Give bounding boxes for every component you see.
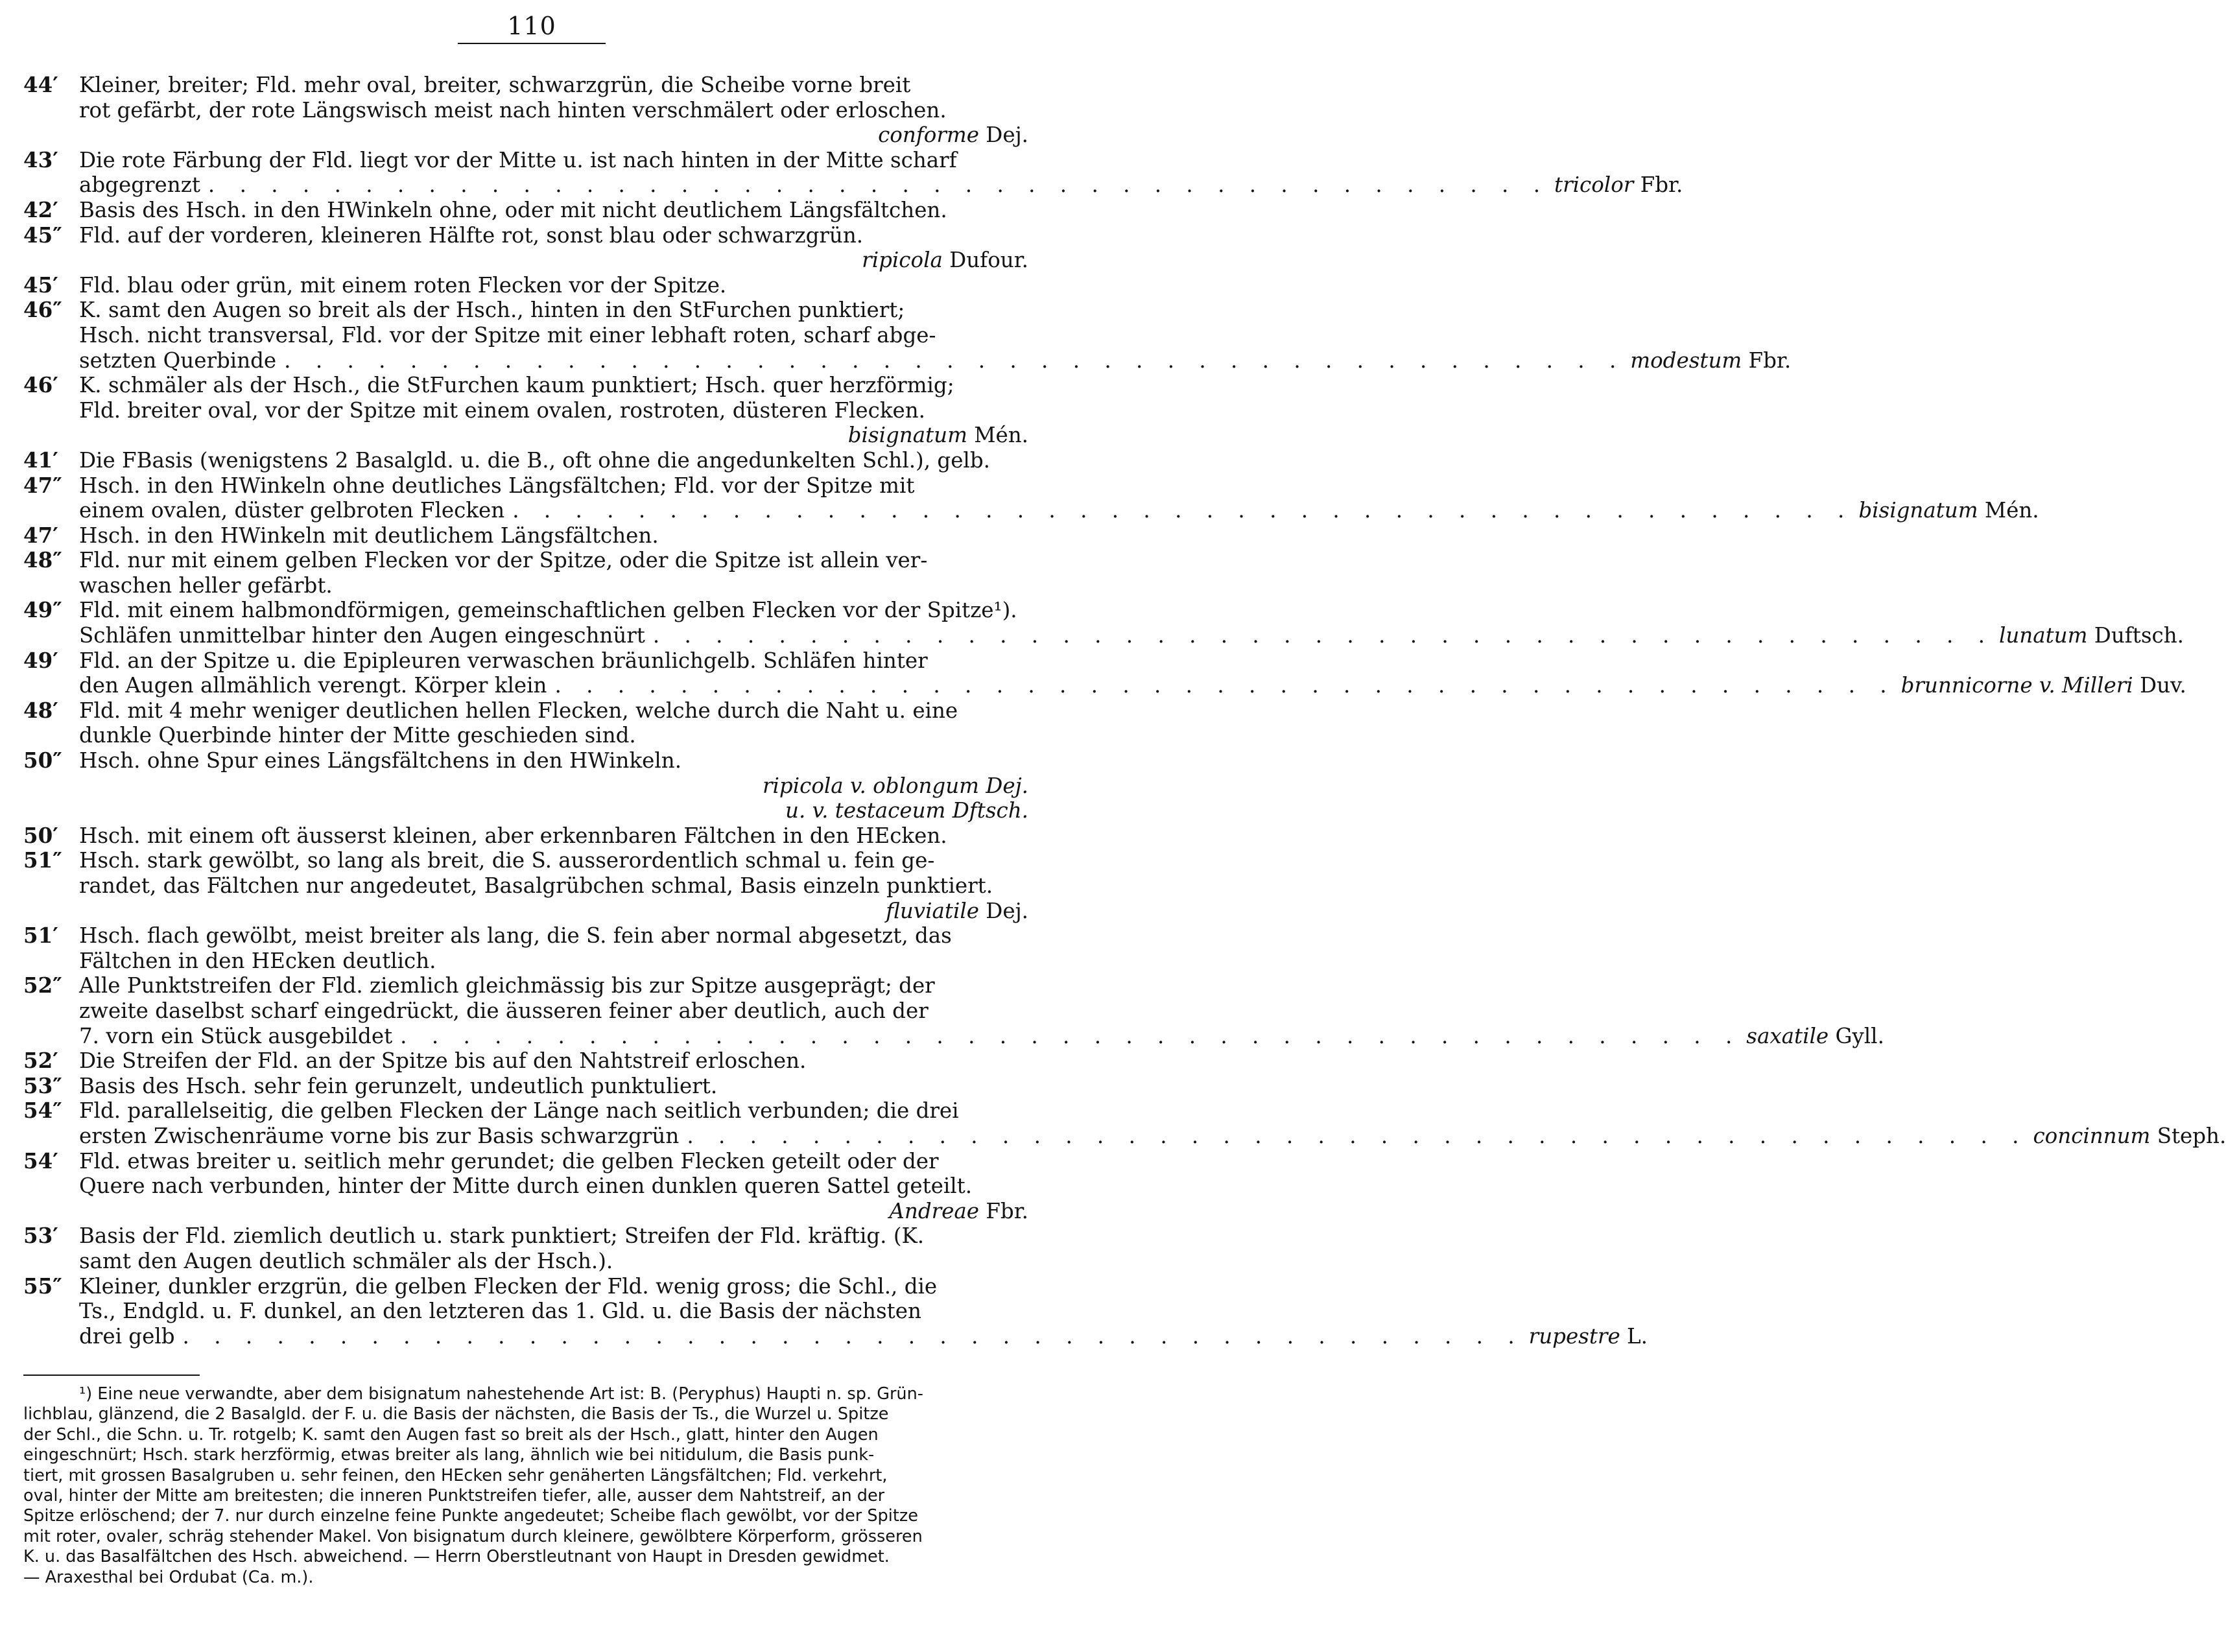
text-line: Schläfen unmittelbar hinter den Augen eingeschnürt <box>79 623 645 648</box>
text-line: Hsch. flach gewölbt, meist breiter als lang, die S. fein aber normal abgesetzt, das <box>79 923 952 949</box>
species-line <box>79 1023 1884 1049</box>
species-name <box>1896 673 2186 698</box>
species-epithet: Andreae <box>889 1198 980 1223</box>
species-epithet: bisignatum <box>1858 498 1978 523</box>
species-author: Mén. <box>967 423 1028 448</box>
key-entry <box>23 597 2184 648</box>
entry-text <box>79 923 1028 973</box>
text-line: Fld. mit 4 mehr weniger deutlichen hellen Flecken, welche durch die Naht u. eine <box>79 698 958 723</box>
species-line <box>79 673 2186 698</box>
entry-text <box>79 973 1884 1048</box>
text-line: Die FBasis (wenigstens 2 Basalgld. u. die B., oft ohne die angedunkelten Schl.), gelb. <box>79 447 990 473</box>
entry-text <box>79 473 2039 523</box>
species-author: Gyll. <box>1829 1023 1884 1048</box>
text-line: Kleiner, dunkler erzgrün, die gelben Flecken der Fld. wenig gross; die Schl., die <box>79 1273 938 1299</box>
couplet-number: 49′ <box>23 647 58 673</box>
species-epithet: concinnum <box>2033 1123 2151 1148</box>
text-line: ersten Zwischenräume vorne bis zur Basis schwarzgrün <box>79 1123 680 1148</box>
species-epithet: brunnicorne v. Milleri <box>1900 673 2133 698</box>
text-line: dunkle Querbinde hinter der Mitte geschieden sind. <box>79 723 636 748</box>
species-epithet: tricolor <box>1554 172 1634 198</box>
species-author: Fbr. <box>1633 172 1683 198</box>
couplet-number: 44′ <box>23 72 58 97</box>
key-entry <box>23 448 1028 473</box>
leader-dots: . . . . . . . . . . . . . . . . . . . . . . . . . . . . . . . . . . . . . . . . . . . <box>652 623 1994 648</box>
couplet-number: 47′ <box>23 522 58 548</box>
species-name <box>1524 1324 1648 1349</box>
text-line: setzten Querbinde <box>79 348 277 373</box>
text-line: den Augen allmählich verengt. Körper klein <box>79 673 547 698</box>
text-line: Fld. nur mit einem gelben Flecken vor der Spitze, oder die Spitze ist allein ver- <box>79 548 928 573</box>
footnote-line: eingeschnürt; Hsch. stark herzförmig, etwas breiter als lang, ähnlich wie bei nitidulum, die Basis punk- <box>23 1445 875 1465</box>
species-name <box>1994 623 2184 648</box>
text-line: Basis des Hsch. in den HWinkeln ohne, oder mit nicht deutlichem Längsfältchen. <box>79 197 947 222</box>
text-line: K. samt den Augen so breit als der Hsch., hinten in den StFurchen punktiert; <box>79 298 905 323</box>
species-author: Duftsch. <box>2087 623 2184 648</box>
key-entry <box>23 973 1884 1048</box>
text-line: drei gelb <box>79 1323 175 1349</box>
species-name <box>79 773 1028 799</box>
footnote-line: der Schl., die Schn. u. Tr. rotgelb; K. samt den Augen fast so breit als der Hsch., glatt, hinter den Augen <box>23 1424 879 1445</box>
text-line: Hsch. ohne Spur eines Längsfältchens in den HWinkeln. <box>79 748 682 773</box>
species-epithet: ripicola v. oblongum Dej. <box>762 773 1028 798</box>
species-line <box>79 498 2039 523</box>
text-line: Fld. parallelseitig, die gelben Flecken der Länge nach seitlich verbunden; die drei <box>79 1098 959 1124</box>
leader-dots: . . . . . . . . . . . . . . . . . . . . . . . . . . . . . . . . . . . . . . . . . . . <box>207 172 1550 198</box>
key-entry <box>23 823 1028 849</box>
species-epithet: u. v. testaceum Dftsch. <box>785 798 1028 823</box>
species-line <box>79 348 1792 373</box>
key-entry <box>23 73 1028 148</box>
key-entry <box>23 923 1028 973</box>
key-entry <box>23 698 1028 748</box>
species-name <box>2028 1124 2226 1149</box>
couplet-number: 41′ <box>23 447 58 473</box>
key-entry <box>23 523 1028 549</box>
species-line <box>79 1323 1648 1349</box>
text-line: Fältchen in den HEcken deutlich. <box>79 948 436 973</box>
entry-text <box>79 448 1028 473</box>
key-entry <box>23 1048 1028 1074</box>
entry-text <box>79 1048 1028 1074</box>
species-epithet: ripicola <box>862 248 943 273</box>
entry-text <box>79 147 1683 198</box>
couplet-number: 50″ <box>23 748 62 773</box>
text-line: waschen heller gefärbt. <box>79 572 333 598</box>
entry-text <box>79 598 2184 648</box>
footnote-line: K. u. das Basalfältchen des Hsch. abweichend. — Herrn Oberstleutnant von Haupt in Dresden gewidmet. <box>23 1547 890 1567</box>
species-author: Mén. <box>1978 498 2039 523</box>
couplet-number: 50′ <box>23 822 58 848</box>
key-body <box>23 72 2226 1349</box>
species-epithet: conforme <box>878 123 979 148</box>
couplet-number: 48″ <box>23 547 62 573</box>
text-line: Hsch. stark gewölbt, so lang als breit, die S. ausserordentlich schmal u. fein ge- <box>79 848 935 873</box>
entry-text <box>79 298 1792 373</box>
species-name <box>1549 172 1683 198</box>
text-line: Hsch. in den HWinkeln ohne deutliches Längsfältchen; Fld. vor der Spitze mit <box>79 473 915 498</box>
species-name <box>79 1199 1028 1224</box>
key-entry <box>23 373 1028 448</box>
footnote-rule <box>23 1375 200 1376</box>
text-line: Quere nach verbunden, hinter der Mitte durch einen dunklen queren Sattel geteilt. <box>79 1174 973 1199</box>
footnote-line: oval, hinter der Mitte am breitesten; die inneren Punktstreifen tiefer, alle, ausser dem Nahtstreif, an der <box>23 1486 885 1506</box>
entry-text <box>79 548 1028 598</box>
couplet-number: 52″ <box>23 973 62 998</box>
couplet-number: 51′ <box>23 923 58 949</box>
key-entry <box>23 848 1028 923</box>
footnote-line: mit roter, ovaler, schräg stehender Makel. Von bisignatum durch kleinere, gewölbtere Körperform, grösseren <box>23 1526 923 1546</box>
text-line: Hsch. in den HWinkeln mit deutlichem Längsfältchen. <box>79 523 659 548</box>
text-line: Ts., Endgld. u. F. dunkel, an den letzteren das 1. Gld. u. die Basis der nächsten <box>79 1299 921 1324</box>
text-line: Die rote Färbung der Fld. liegt vor der Mitte u. ist nach hinten in der Mitte scharf <box>79 147 957 172</box>
key-entry <box>23 748 1028 823</box>
text-line: Basis des Hsch. sehr fein gerunzelt, undeutlich punktuliert. <box>79 1073 718 1098</box>
couplet-number: 53″ <box>23 1072 62 1098</box>
entry-text <box>79 1273 1648 1349</box>
footnote-line: tiert, mit grossen Basalgruben u. sehr feinen, den HEcken sehr genäherten Längsfältchen; Fld. verkehrt, <box>23 1465 888 1485</box>
couplet-number: 54″ <box>23 1098 62 1124</box>
species-epithet: bisignatum <box>847 423 967 448</box>
species-name <box>79 899 1028 924</box>
footnote-line: Spitze erlöschend; der 7. nur durch einzelne feine Punkte angedeutet; Scheibe flach gewölbt, vor der Spitze <box>23 1506 918 1526</box>
entry-text <box>79 848 1028 923</box>
text-line: abgegrenzt <box>79 172 200 198</box>
entry-text <box>79 1149 1028 1224</box>
text-line: Fld. an der Spitze u. die Epipleuren verwaschen bräunlichgelb. Schläfen hinter <box>79 648 928 673</box>
leader-dots: . . . . . . . . . . . . . . . . . . . . . . . . . . . . . . . . . . . . . . . . . . . <box>400 1023 1742 1048</box>
footnote <box>23 1384 1028 1588</box>
entry-text <box>79 648 2186 698</box>
couplet-number: 54′ <box>23 1148 58 1174</box>
entry-text <box>79 748 1028 823</box>
couplet-number: 45″ <box>23 222 62 248</box>
key-entry <box>23 1074 1028 1099</box>
page-number: 110 <box>507 12 556 40</box>
couplet-number: 42′ <box>23 196 58 222</box>
key-entry <box>23 548 1028 598</box>
entry-text <box>79 698 1028 748</box>
species-name <box>79 798 1028 823</box>
species-epithet: fluviatile <box>886 898 979 923</box>
text-line: K. schmäler als der Hsch., die StFurchen kaum punktiert; Hsch. quer herzförmig; <box>79 373 954 398</box>
text-line: samt den Augen deutlich schmäler als der Hsch.). <box>79 1248 613 1273</box>
species-line <box>79 623 2184 648</box>
species-epithet: lunatum <box>1998 623 2088 648</box>
text-line: rot gefärbt, der rote Längswisch meist nach hinten verschmälert oder erloschen. <box>79 97 947 123</box>
key-entry <box>23 1149 1028 1224</box>
text-line: randet, das Fältchen nur angedeutet, Basalgrübchen schmal, Basis einzeln punktiert. <box>79 873 993 898</box>
text-line: einem ovalen, düster gelbroten Flecken <box>79 498 505 523</box>
species-author: Fbr. <box>979 1198 1028 1223</box>
leader-dots: . . . . . . . . . . . . . . . . . . . . . . . . . . . . . . . . . . . . . . . . . . . <box>182 1323 1524 1349</box>
key-entry <box>23 273 1028 298</box>
key-entry <box>23 1098 2226 1148</box>
species-author: L. <box>1620 1323 1648 1349</box>
species-name <box>79 123 1028 148</box>
couplet-number: 51″ <box>23 847 62 873</box>
text-line: Basis der Fld. ziemlich deutlich u. stark punktiert; Streifen der Fld. kräftig. (K. <box>79 1223 925 1249</box>
entry-text <box>79 73 1028 148</box>
entry-text <box>79 223 1028 273</box>
text-line: Fld. breiter oval, vor der Spitze mit einem ovalen, rostroten, düsteren Flecken. <box>79 397 926 423</box>
leader-dots: . . . . . . . . . . . . . . . . . . . . . . . . . . . . . . . . . . . . . . . . . . . <box>512 498 1854 523</box>
leader-dots: . . . . . . . . . . . . . . . . . . . . . . . . . . . . . . . . . . . . . . . . . . . <box>554 673 1896 698</box>
couplet-number: 49″ <box>23 597 62 623</box>
species-author: Dufour. <box>942 248 1028 273</box>
species-author: Duv. <box>2133 673 2186 698</box>
footnote-line: lichblau, glänzend, die 2 Basalgld. der F. u. die Basis der nächsten, die Basis der Ts., die Wurzel u. Spitze <box>23 1404 889 1424</box>
entry-text <box>79 823 1028 849</box>
species-epithet: saxatile <box>1746 1023 1829 1048</box>
text-line: zweite daselbst scharf eingedrückt, die äusseren feiner aber deutlich, auch der <box>79 998 929 1023</box>
key-entry <box>23 147 1683 198</box>
species-name <box>79 248 1028 273</box>
couplet-number: 46″ <box>23 297 62 323</box>
species-author: Steph. <box>2150 1123 2226 1148</box>
header-rule <box>458 43 606 44</box>
entry-text <box>79 1098 2226 1148</box>
entry-text <box>79 523 1028 549</box>
key-entry <box>23 297 1792 373</box>
footnote-line: ¹) Eine neue verwandte, aber dem bisignatum nahestehende Art ist: B. (Peryphus) Haupti n. sp. Grün- <box>79 1384 923 1404</box>
text-line: Kleiner, breiter; Fld. mehr oval, breiter, schwarzgrün, die Scheibe vorne breit <box>79 73 911 97</box>
species-name <box>1741 1024 1884 1049</box>
couplet-number: 55″ <box>23 1273 62 1299</box>
couplet-number: 48′ <box>23 697 58 723</box>
entry-text <box>79 198 1028 223</box>
leader-dots: . . . . . . . . . . . . . . . . . . . . . . . . . . . . . . . . . . . . . . . . . . . <box>284 348 1626 373</box>
text-line: Fld. blau oder grün, mit einem roten Flecken vor der Spitze. <box>79 272 727 298</box>
entry-text <box>79 273 1028 298</box>
couplet-number: 47″ <box>23 472 62 498</box>
entry-text <box>79 1223 1028 1273</box>
species-author: Dej. <box>978 898 1028 923</box>
couplet-number: 45′ <box>23 272 58 298</box>
species-line <box>79 1123 2226 1149</box>
couplet-number: 43′ <box>23 147 58 172</box>
key-entry <box>23 647 2186 698</box>
leader-dots: . . . . . . . . . . . . . . . . . . . . . . . . . . . . . . . . . . . . . . . . . . . <box>687 1123 2028 1148</box>
species-author: Fbr. <box>1742 348 1792 373</box>
text-line: Fld. auf der vorderen, kleineren Hälfte rot, sonst blau oder schwarzgrün. <box>79 222 864 248</box>
key-entry <box>23 1223 1028 1273</box>
species-author: Dej. <box>978 123 1028 148</box>
species-name <box>1853 498 2039 523</box>
couplet-number: 46′ <box>23 372 58 398</box>
key-entry <box>23 223 1028 273</box>
species-epithet: rupestre <box>1528 1323 1620 1349</box>
key-entry <box>23 1273 1648 1349</box>
species-epithet: modestum <box>1630 348 1742 373</box>
species-name <box>1625 348 1791 373</box>
text-line: Die Streifen der Fld. an der Spitze bis auf den Nahtstreif erloschen. <box>79 1048 807 1074</box>
text-line: 7. vorn ein Stück ausgebildet <box>79 1023 393 1048</box>
entry-text <box>79 373 1028 448</box>
text-line: Alle Punktstreifen der Fld. ziemlich gleichmässig bis zur Spitze ausgeprägt; der <box>79 973 935 998</box>
text-line: Hsch. nicht transversal, Fld. vor der Spitze mit einer lebhaft roten, scharf abge- <box>79 322 936 348</box>
text-line: Fld. etwas breiter u. seitlich mehr gerundet; die gelben Flecken geteilt oder der <box>79 1148 939 1174</box>
species-name <box>79 423 1028 448</box>
species-line <box>79 172 1683 198</box>
entry-text <box>79 1074 1028 1099</box>
text-line: Hsch. mit einem oft äusserst kleinen, aber erkennbaren Fältchen in den HEcken. <box>79 823 947 848</box>
couplet-number: 52′ <box>23 1048 58 1074</box>
footnote-line: — Araxesthal bei Ordubat (Ca. m.). <box>23 1567 314 1587</box>
key-entry <box>23 472 2039 523</box>
couplet-number: 53′ <box>23 1223 58 1249</box>
key-entry <box>23 198 1028 223</box>
text-line: Fld. mit einem halbmondförmigen, gemeinschaftlichen gelben Flecken vor der Spitze¹). <box>79 598 1017 623</box>
